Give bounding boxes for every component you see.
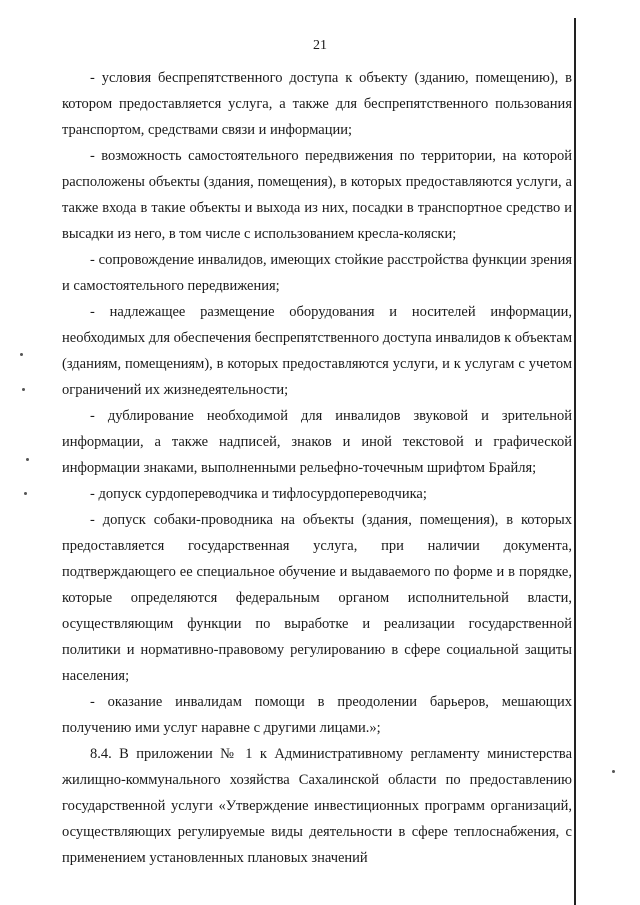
- scan-speck: [20, 353, 23, 356]
- scan-speck: [26, 458, 29, 461]
- paragraph-guide-dog: - допуск собаки-проводника на объекты (здания, помещения), в которых предоставляется государственная услуга, при наличии документа, подтверждающего ее специальное обучение и выдаваемого по форме и в порядке, которые определяются федеральным органом исполнительной власти, осуществляющим функции по выработке и реализации государственной политики и нормативно-правовому регулированию в сфере социальной защиты населения;: [62, 512, 572, 684]
- scan-speck: [612, 770, 615, 773]
- paragraph-escort: - сопровождение инвалидов, имеющих стойкие расстройства функции зрения и самостоятельного передвижения;: [62, 252, 572, 294]
- paragraph-braille-duplication: - дублирование необходимой для инвалидов звуковой и зрительной информации, а также надписей, знаков и иной текстовой и графической информации знаками, выполненными рельефно-точечным шрифтом Брайля;: [62, 408, 572, 476]
- paragraph-amendment-8-4: 8.4. В приложении № 1 к Административному регламенту министерства жилищно-коммунального хозяйства Сахалинской области по предоставлению государственной услуги «Утверждение инвестиционных программ организаций, осуществляющих регулируемые виды деятельности в сфере теплоснабжения, с применением установленных плановых значений: [62, 746, 572, 866]
- scan-speck: [22, 388, 25, 391]
- paragraph-independent-movement: - возможность самостоятельного передвижения по территории, на которой расположены объекты (здания, помещения), в которых предоставляются услуги, а также входа в такие объекты и выхода из них, посадки в транспортное средство и высадки из него, в том числе с использованием кресла-коляски;: [62, 148, 572, 242]
- paragraph-barrier-assistance: - оказание инвалидам помощи в преодолении барьеров, мешающих получению ими услуг наравне с другими лицами.»;: [62, 694, 572, 736]
- page-number: 21: [313, 38, 327, 53]
- paragraph-equipment-placement: - надлежащее размещение оборудования и носителей информации, необходимых для обеспечения беспрепятственного доступа инвалидов к объектам (зданиям, помещениям), в которых предоставляются услуги, и к услугам с учетом ограничений их жизнедеятельности;: [62, 304, 573, 398]
- scan-page-edge: [574, 18, 576, 905]
- paragraph-accessible-access: - условия беспрепятственного доступа к объекту (зданию, помещению), в котором предоставляется услуга, а также для беспрепятственного пользования транспортом, средствами связи и информации;: [62, 70, 572, 138]
- document-body: [62, 65, 572, 871]
- scan-speck: [24, 492, 27, 495]
- paragraph-sign-interpreter: - допуск сурдопереводчика и тифлосурдопереводчика;: [90, 486, 427, 502]
